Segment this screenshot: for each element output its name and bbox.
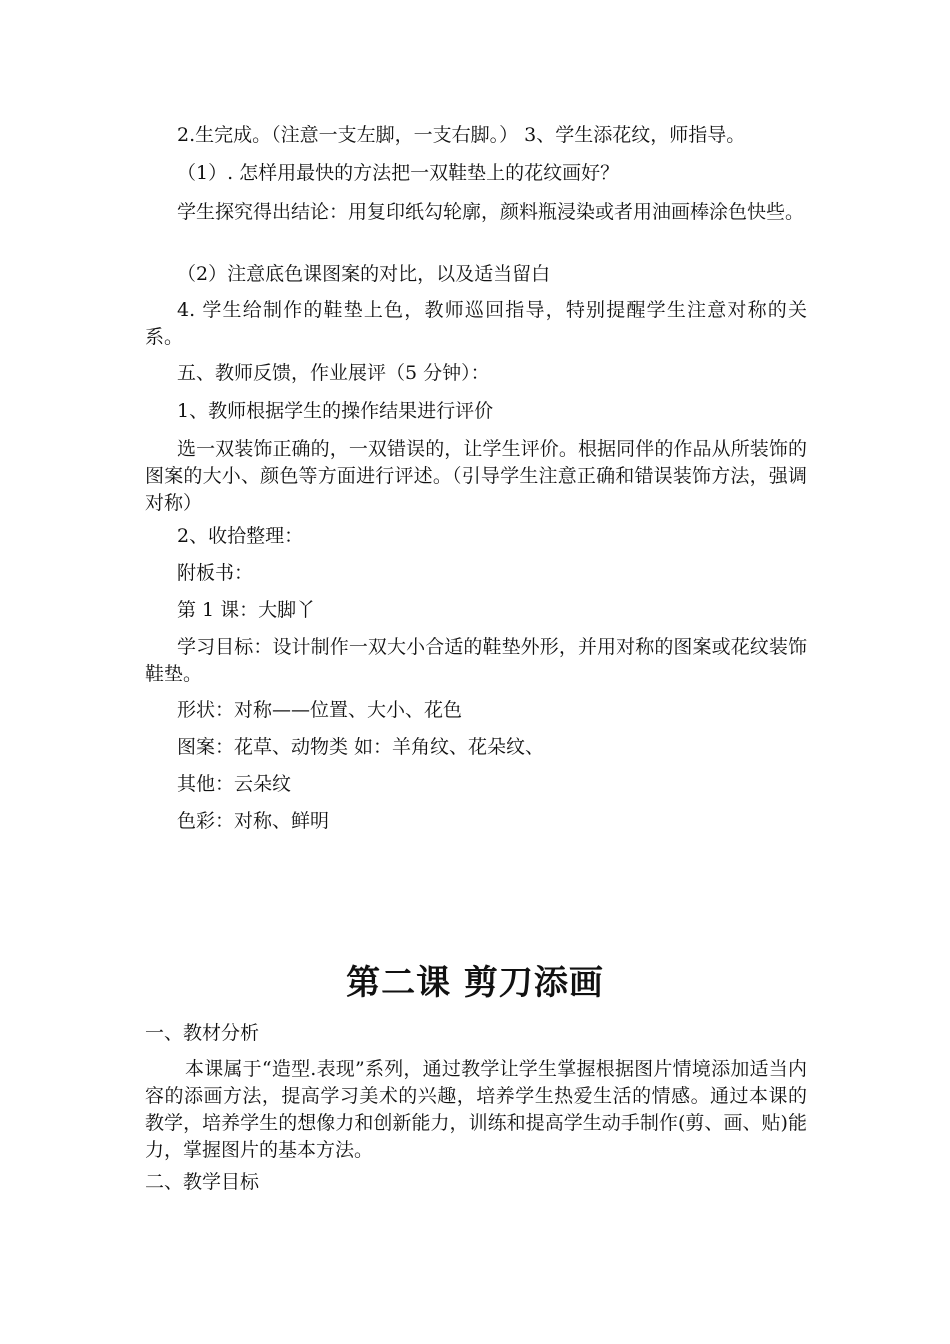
paragraph-evaluation-detail: 选一双装饰正确的，一双错误的，让学生评价。根据同伴的作品从所装饰的图案的大小、颜色等方面进行评述。（引导学生注意正确和错误装饰方法，强调对称）	[145, 438, 807, 514]
heading-teaching-goals: 二、教学目标	[145, 1171, 260, 1193]
paragraph-pattern: 图案：花草、动物类 如：羊角纹、花朵纹、	[177, 736, 545, 758]
paragraph-other: 其他：云朵纹	[177, 773, 292, 795]
paragraph-learning-goal: 学习目标：设计制作一双大小合适的鞋垫外形，并用对称的图案或花纹装饰鞋垫。	[145, 636, 807, 685]
paragraph-board-heading: 附板书：	[177, 562, 254, 584]
paragraph-student-complete: 2.生完成。（注意一支左脚，一支右脚。） 3、学生添花纹，师指导。	[177, 124, 746, 146]
paragraph-lesson-1-title: 第 1 课：大脚丫	[177, 599, 316, 621]
paragraph-material-analysis: 本课属于“造型.表现”系列，通过教学让学生掌握根据图片情境添加适当内容的添画方法，提高学习美术的兴趣，培养学生热爱生活的情感。通过本课的教学，培养学生的想像力和创新能力，训练和提高学生动手制作(剪、画、贴)能力，掌握图片的基本方法。	[145, 1058, 807, 1161]
paragraph-evaluation-1: 1、教师根据学生的操作结果进行评价	[177, 400, 494, 422]
paragraph-color: 色彩：对称、鲜明	[177, 810, 330, 832]
paragraph-cleanup: 2、收拾整理：	[177, 525, 304, 547]
paragraph-question-1: （1）. 怎样用最快的方法把一双鞋垫上的花纹画好？	[177, 162, 620, 184]
heading-material-analysis: 一、教材分析	[145, 1022, 260, 1044]
paragraph-shape: 形状：对称——位置、大小、花色	[177, 699, 463, 721]
paragraph-note-2: （2）注意底色课图案的对比，以及适当留白	[177, 263, 551, 285]
lesson-2-title: 第二课 剪刀添画	[346, 963, 604, 1003]
paragraph-feedback-heading: 五、教师反馈，作业展评（5 分钟）：	[177, 362, 490, 384]
paragraph-step-4: 4. 学生给制作的鞋垫上色，教师巡回指导，特别提醒学生注意对称的关系。	[145, 299, 807, 348]
paragraph-conclusion: 学生探究得出结论：用复印纸勾轮廓，颜料瓶浸染或者用油画棒涂色快些。	[177, 201, 805, 223]
